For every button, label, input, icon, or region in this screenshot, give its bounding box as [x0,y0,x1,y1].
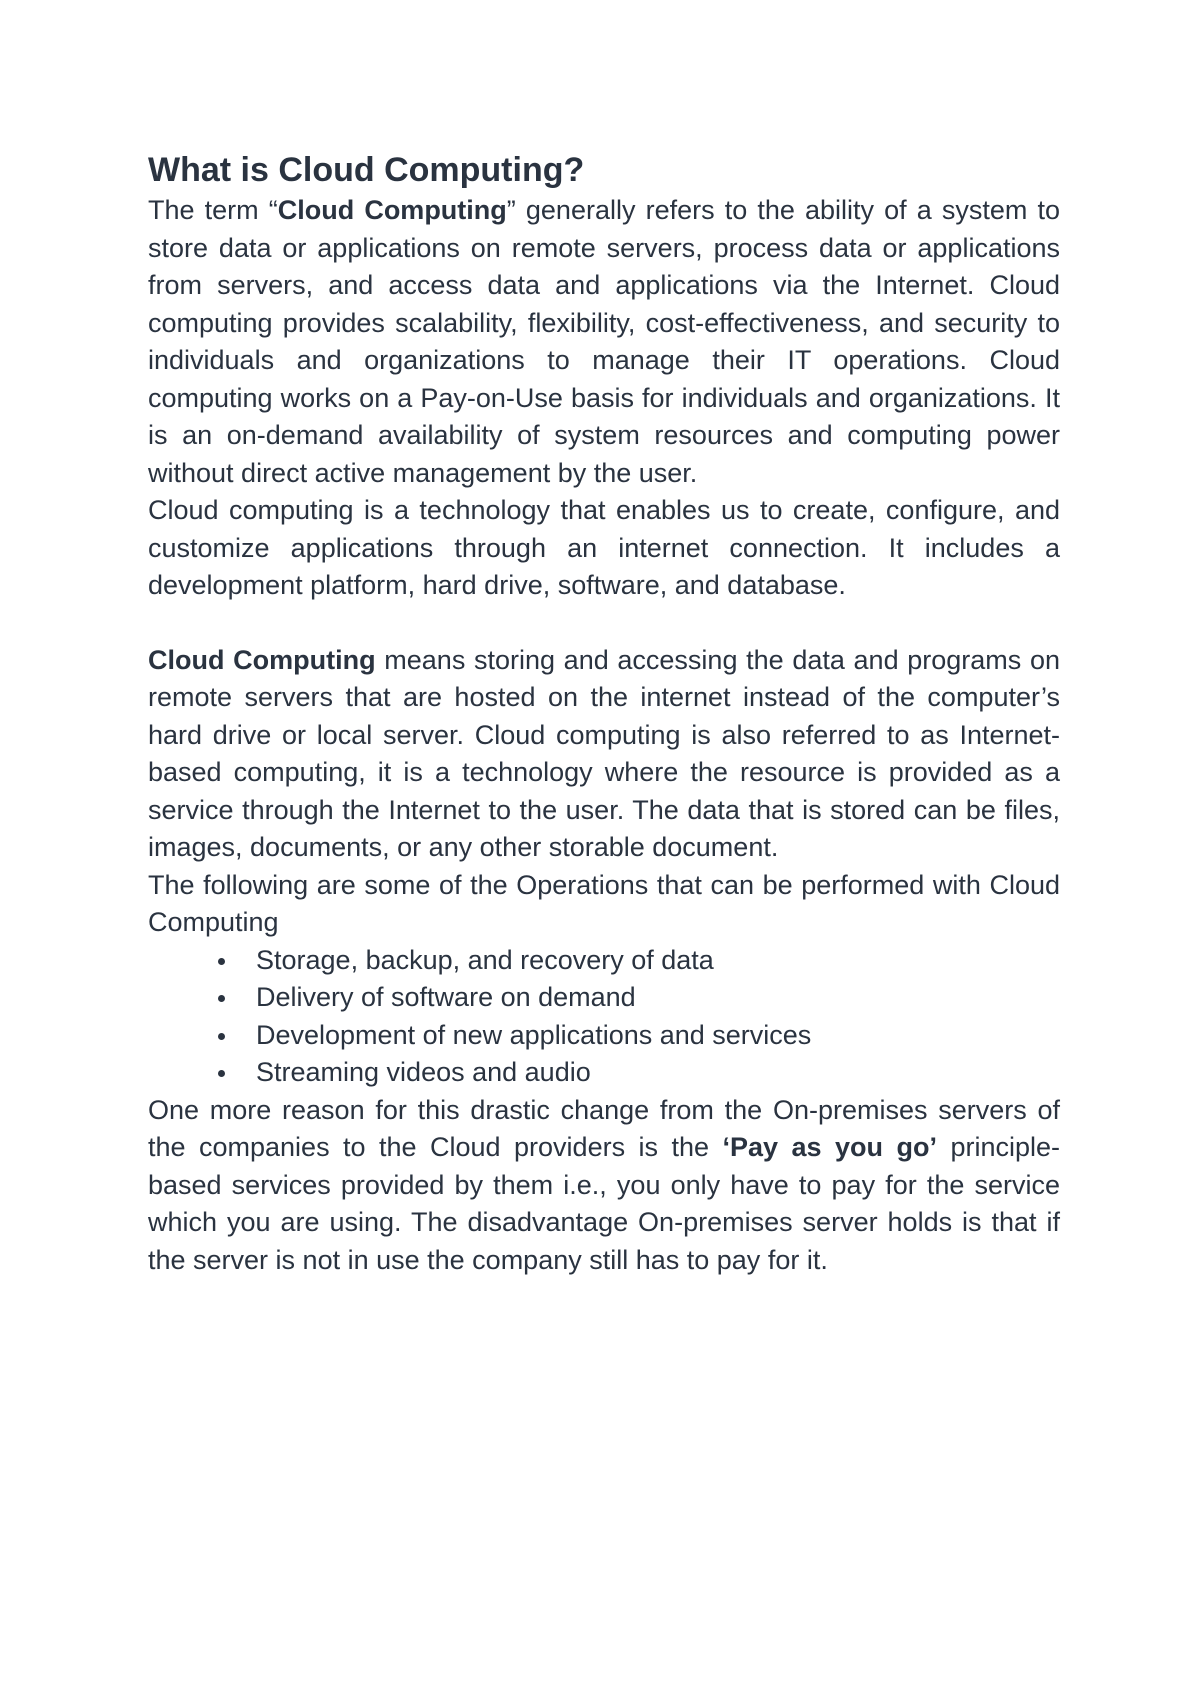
intro-rest: ” generally refers to the ability of a system to store data or applications on remote servers, process data or applications from servers, and access data and applications via the Internet. Cloud computing provides scalability, flexibility, cost-effectiveness, and security to individuals and organizations to manage their IT operations. Cloud computing works on a Pay-on-Use basis for individuals and organizations. It is an on-demand availability of system resources and computing power without direct active management by the user. [148,195,1060,488]
intro-bold-term: Cloud Computing [277,195,507,225]
page-title: What is Cloud Computing? [148,151,585,189]
operations-list [148,942,1060,1092]
list-item: Development of new applications and services [218,1017,1060,1055]
definition-paragraph [148,642,1060,867]
intro-lead: The term “ [148,195,278,225]
operations-intro-paragraph: The following are some of the Operations that can be performed with Cloud Computing [148,869,1060,937]
payg-rest: principle-based services provided by them i.e., you only have to pay for the service which you are using. The disadvantage On-premises server holds is that if the server is not in use the company still has to pay for it. [148,1132,1060,1275]
payg-lead: One more reason for this drastic change from the On-premises servers of the companies to the Cloud providers is the [148,1094,1060,1162]
definition-rest: means storing and accessing the data and programs on remote servers that are hosted on the internet instead of the computer’s hard drive or local server. Cloud computing is also referred to as Internet-based computing, it is a technology where the resource is provided as a service through the Internet to the user. The data that is stored can be files, images, documents, or any other storable document. [148,644,1060,862]
technology-paragraph: Cloud computing is a technology that enables us to create, configure, and customize applications through an internet connection. It includes a development platform, hard drive, software, and database. [148,495,1060,600]
payg-bold-term: ‘Pay as you go’ [722,1132,937,1162]
list-item: Streaming videos and audio [218,1054,1060,1092]
pay-as-you-go-paragraph [148,1092,1060,1280]
paragraph-spacer [148,605,1060,642]
document-page [148,148,1060,1279]
list-item: Delivery of software on demand [218,979,1060,1017]
list-item: Storage, backup, and recovery of data [218,942,1060,980]
intro-paragraph [148,192,1060,492]
definition-bold-term: Cloud Computing [148,644,376,675]
